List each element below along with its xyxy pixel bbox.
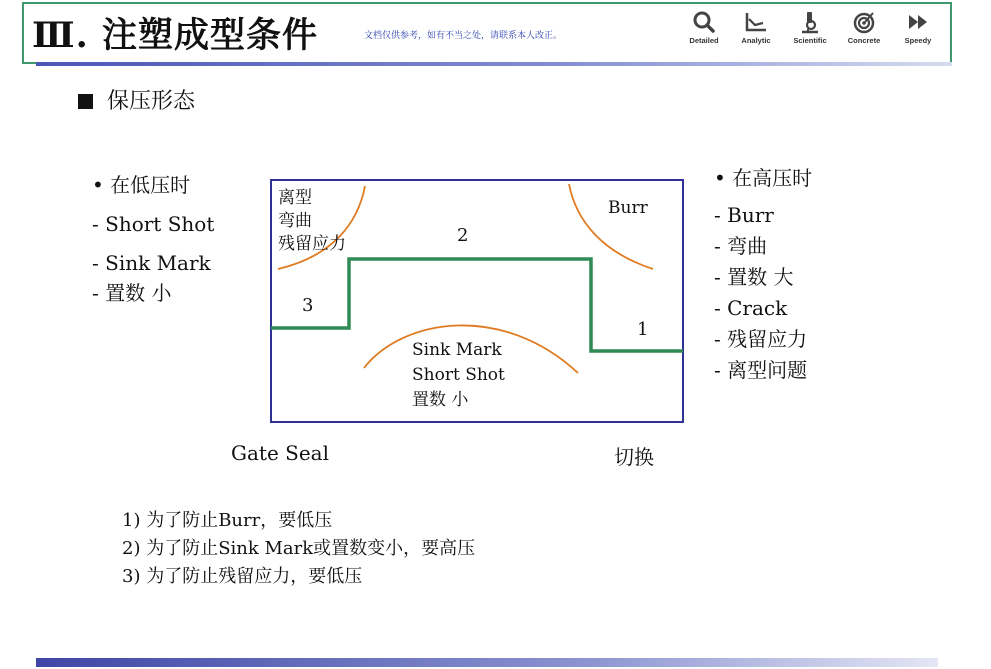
slide-title: Ⅲ. 注塑成型条件 <box>32 15 318 56</box>
stage-2-label: 2 <box>457 225 469 246</box>
microscope-icon <box>798 10 822 34</box>
diagram-label: 置数 小 <box>412 390 469 410</box>
list-item: - 弯曲 <box>714 234 768 258</box>
diagram-label: 离型 <box>278 188 312 208</box>
low-pressure-list <box>92 170 214 308</box>
target-icon <box>852 10 876 34</box>
list-item: - 置数 大 <box>714 265 794 289</box>
diagram-label: Short Shot <box>412 365 505 385</box>
nav-speedy[interactable] <box>890 10 946 45</box>
note-item: 1) 为了防止Burr，要低压 <box>122 510 333 531</box>
high-pressure-list <box>714 163 812 386</box>
nav-label-speedy: Speedy <box>904 36 932 45</box>
gate-seal-label: Gate Seal <box>231 441 329 465</box>
footer-bar <box>36 658 938 667</box>
diagram-label: 残留应力 <box>278 234 346 254</box>
nav-scientific[interactable] <box>782 10 838 45</box>
high-pressure-heading: • 在高压时 <box>714 166 813 190</box>
stage-1-label: 1 <box>637 319 649 340</box>
list-item: - 离型问题 <box>714 358 808 382</box>
low-pressure-effects <box>412 338 505 413</box>
nav-label-scientific: Scientific <box>793 36 827 45</box>
list-item: - 置数 小 <box>92 281 172 305</box>
section-title <box>78 84 195 115</box>
list-item: - Crack <box>714 296 788 320</box>
nav-detailed[interactable] <box>676 10 732 45</box>
slide-header <box>22 2 952 64</box>
list-item: - 残留应力 <box>714 327 808 351</box>
chart-icon <box>744 10 768 34</box>
note-item: 2) 为了防止Sink Mark或置数变小，要高压 <box>122 538 476 559</box>
header-nav <box>676 10 948 58</box>
nav-analytic[interactable] <box>728 10 784 45</box>
list-item: - Burr <box>714 203 774 227</box>
notes-list <box>122 507 475 591</box>
nav-label-detailed: Detailed <box>689 36 719 45</box>
stage-3-label: 3 <box>302 295 314 316</box>
section-title-text: 保压形态 <box>107 89 196 114</box>
magnifier-icon <box>692 10 716 34</box>
nav-label-concrete: Concrete <box>847 36 881 45</box>
burr-curve <box>569 184 653 269</box>
nav-label-analytic: Analytic <box>741 36 771 45</box>
switchover-label: 切换 <box>614 445 654 469</box>
header-underline-bar <box>36 62 952 66</box>
diagram-label: Sink Mark <box>412 340 502 360</box>
holding-pressure-diagram <box>268 178 688 430</box>
burr-label: Burr <box>608 198 648 218</box>
list-item: - Sink Mark <box>92 251 211 275</box>
nav-concrete[interactable] <box>836 10 892 45</box>
low-pressure-heading: • 在低压时 <box>92 173 191 197</box>
fast-forward-icon <box>906 10 930 34</box>
diagram-label: 弯曲 <box>278 211 312 231</box>
disclaimer-notice: 文档仅供参考，如有不当之处，请联系本人改正。 <box>364 31 563 41</box>
square-bullet-icon <box>78 94 93 109</box>
top-left-effects <box>278 187 346 256</box>
note-item: 3) 为了防止残留应力，要低压 <box>122 566 363 587</box>
list-item: - Short Shot <box>92 212 215 236</box>
